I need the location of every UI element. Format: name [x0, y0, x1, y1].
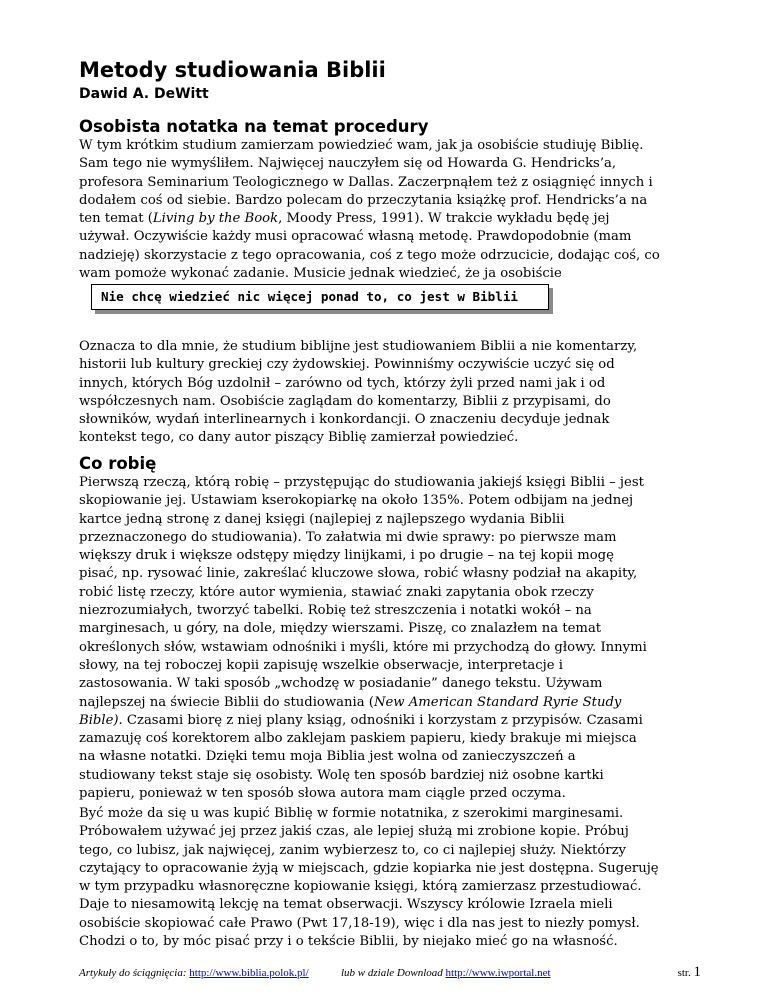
key-quote-box: Nie chcę wiedzieć nic więcej ponad to, co jest w Biblii	[91, 284, 549, 310]
section1-paragraph-2: Oznacza to dla mnie, że studium biblijne jest studiowaniem Biblii a nie komentarzy, historii lub kultury greckiej czy żydowskiej. Powinniśmy oczywiście uczyć się od innych, których Bóg uzdolnił – zarówno od tych, którzy żyli przed nami jak i od współczesnych nam. Osobiście zaglądam do komentarzy, Biblii z przypisami, do słowników, wydań interlinearnych i konkordancji. O znaczeniu decyduje jednak kontekst tego, co dany autor piszący Biblię zamierzał powiedzieć.	[79, 339, 638, 446]
document-title: Metody studiowania Biblii	[79, 58, 386, 82]
footer-download-section-label: lub w dziale Download	[341, 967, 446, 979]
section-heading-personal-note: Osobista notatka na temat procedury	[79, 117, 429, 136]
book-title-living-by-the-book: Living by the Book	[152, 211, 279, 227]
book-title-ryrie-study-bible: New American Standard Ryrie Study	[373, 694, 622, 710]
page-number: str. 1	[677, 964, 701, 980]
footer-link-iwportal[interactable]: http://www.iwportal.net	[445, 967, 551, 979]
footer-downloads-label: Artykuły do ściągnięcia:	[79, 967, 190, 979]
document-author: Dawid A. DeWitt	[79, 86, 209, 102]
page-footer	[79, 964, 699, 984]
footer-link-biblia-polok[interactable]: http://www.biblia.polok.pl/	[189, 967, 309, 979]
section2-paragraph-2: Być może da się u was kupić Biblię w formie notatnika, z szerokimi marginesami. Próbowałem używać jej przez jakiś czas, ale lepiej służą mi zrobione kopie. Próbuj tego, co lubisz, jak najwięcej, zanim wybierzesz to, co ci najlepiej służy. Niektórzy czytający to opracowanie żyją w miejscach, gdzie kopiarka nie jest dostępna. Sugeruję w tym przypadku własnoręczne kopiowanie księgi, którą zamierzasz przestudiować. Daje to niesamowitą lekcję na temat obserwacji. Wszyscy królowie Izraela mieli osobiście skopiować całe Prawo (Pwt 17,18-19), więc i dla nas jest to niezły pomysł. Chodzi o to, by móc pisać przy i o tekście Biblii, by niejako mieć go na własność.	[79, 806, 659, 950]
section1-paragraph-1: W tym krótkim studium zamierzam powiedzieć wam, jak ja osobiście studiuję Biblię. Sam tego nie wymyśliłem. Najwięcej nauczyłem się od Howarda G. Hendricks’a, profesora Seminarium Teologicznego w Dallas. Zaczerpnąłem też z osiągnięć innych i dodałem coś od siebie. Bardzo polecam do przeczytania książkę prof. Hendricks’a na ten temat (Living by the Book, Moody Press, 1991). W trakcie wykładu będę jej używał. Oczywiście każdy musi opracować własną metodę. Prawdopodobnie (mam nadzieję) skorzystacie z tego opracowania, coś z tego może odrzucicie, dodając coś, co wam pomoże wykonać zadanie. Musicie jednak wiedzieć, że ja osobiście	[79, 138, 660, 282]
section-heading-what-i-do: Co robię	[79, 454, 157, 473]
section2-paragraph-1: Pierwszą rzeczą, którą robię – przystępując do studiowania jakiejś księgi Biblii – jest skopiowanie jej. Ustawiam kserokopiarkę na około 135%. Potem odbijam na jednej kartce jedną stronę z danej księgi (najlepiej z najlepszego wydania Biblii przeznaczonego do studiowania). To załatwia mi dwie sprawy: po pierwsze mam większy druk i większe odstępy między linijkami, i po drugie – na tej kopii mogę pisać, np. rysować linie, zakreślać kluczowe słowa, robić własny podział na akapity, robić listę rzeczy, które autor wymienia, stawiać znaki zapytania obok rzeczy niezrozumiałych, tworzyć tabelki. Robię też streszczenia i notatki wokół – na marginesach, u góry, na dole, między wierszami. Piszę, co znalazłem na temat określonych słów, wstawiam odnośniki i myśli, które mi przychodzą do głowy. Innymi słowy, na tej roboczej kopii zapisuję wszelkie obserwacje, interpretacje i zastosowania. W taki sposób „wchodzę w posiadanie” danego tekstu. Używam najlepszej na świecie Biblii do studiowania (New American Standard Ryrie Study Bible). Czasami biorę z niej plany ksiąg, odnośniki i korzystam z przypisów. Czasami zamazuję coś korektorem albo zaklejam paskiem papieru, kiedy brakuje mi miejsca na własne notatki. Dzięki temu moja Biblia jest wolna od zanieczyszczeń a studiowany tekst staje się osobisty. Wolę ten sposób bardziej niż osobne kartki papieru, ponieważ w ten sposób słowa autora mam ciągle przed oczyma.	[79, 475, 647, 802]
